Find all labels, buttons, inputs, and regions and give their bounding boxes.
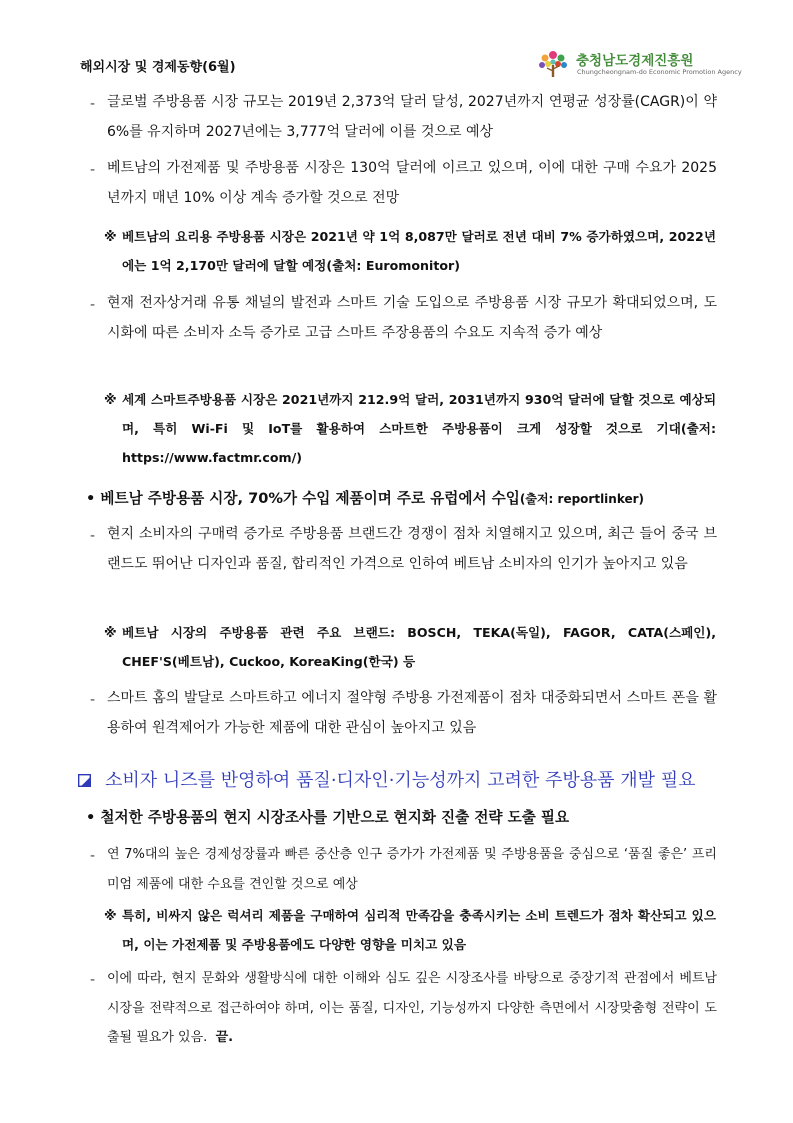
bullet-import-share-text: • 베트남 주방용품 시장, 70%가 수입 제품이며 주로 유럽에서 수입 xyxy=(86,490,520,507)
paragraph-brand-competition: 현지 소비자의 구매력 증가로 주방용품 브랜드간 경쟁이 점차 치열해지고 있으며, 최근 들어 중국 브랜드도 뛰어난 디자인과 품질, 합리적인 가격으로 인하여 베트남 소비자의 인기가 높아지고 있음 xyxy=(107,526,717,572)
paragraph-strategy xyxy=(107,964,717,1053)
dash-marker: - xyxy=(90,96,96,112)
reference-mark: ※ xyxy=(104,393,117,408)
logo-agency-name: 충청남도경제진흥원 xyxy=(576,53,694,69)
reference-mark: ※ xyxy=(104,626,117,641)
dash-marker: - xyxy=(90,972,96,988)
paragraph-ecommerce: 현재 전자상거래 유통 채널의 발전과 스마트 기술 도입으로 주방용품 시장 규모가 확대되었으며, 도시화에 따른 소비자 소득 증가로 고급 스마트 주장용품의 수요도 지속적 증가 예상 xyxy=(107,295,717,341)
section-heading xyxy=(78,766,696,792)
reference-mark: ※ xyxy=(104,230,117,245)
paragraph-vietnam-market: 베트남의 가전제품 및 주방용품 시장은 130억 달러에 이르고 있으며, 이에 대한 구매 수요가 2025년까지 매년 10% 이상 계속 증가할 것으로 전망 xyxy=(107,160,717,206)
note-smart-kitchen: 세계 스마트주방용품 시장은 2021년까지 212.9억 달러, 2031년까지 930억 달러에 달할 것으로 예상되며, 특히 Wi-Fi 및 IoT를 활용하여 스마트한 주방용품이 크게 성장할 것으로 기대(출저: https://www.factmr.com/) xyxy=(122,392,716,465)
bullet-import-share xyxy=(86,487,726,508)
reference-mark: ※ xyxy=(104,909,117,924)
dash-marker: - xyxy=(90,297,96,313)
paragraph-global-market: 글로벌 주방용품 시장 규모는 2019년 2,373억 달러 달성, 2027년까지 연평균 성장률(CAGR)이 약 6%를 유지하며 2027년에는 3,777억 달러에 이를 것으로 예상 xyxy=(107,94,717,140)
dash-marker: - xyxy=(90,162,96,178)
bullet-import-source: (출저: reportlinker) xyxy=(519,492,645,506)
dash-marker: - xyxy=(90,848,96,864)
paragraph-growth-demand: 연 7%대의 높은 경제성장률과 빠른 중산층 인구 증가가 가전제품 및 주방용품을 중심으로 ‘품질 좋은’ 프리미엄 제품에 대한 수요를 견인할 것으로 예상 xyxy=(107,847,717,892)
paragraph-smart-home: 스마트 홈의 발달로 스마트하고 에너지 절약형 주방용 가전제품이 점차 대중화되면서 스마트 폰을 활용하여 원격제어가 가능한 제품에 대한 관심이 높아지고 있음 xyxy=(107,690,717,736)
note-cookware-market: 베트남의 요리용 주방용품 시장은 2021년 약 1억 8,087만 달러로 전년 대비 7% 증가하였으며, 2022년에는 1억 2,170만 달러에 달할 예정(출처: Euromonitor) xyxy=(122,229,716,273)
bullet-localization: • 철저한 주방용품의 현지 시장조사를 기반으로 현지화 진출 전략 도출 필요 xyxy=(86,809,570,826)
dash-marker: - xyxy=(90,692,96,708)
note-luxury-trend: 특히, 비싸지 않은 럭셔리 제품을 구매하여 심리적 만족감을 충족시키는 소비 트렌드가 점차 확산되고 있으며, 이는 가전제품 및 주방용품에도 다양한 영향을 미치고 있음 xyxy=(122,908,716,952)
paragraph-strategy-text: 이에 따라, 현지 문화와 생활방식에 대한 이해와 심도 깊은 시장조사를 바탕으로 중장기적 관점에서 베트남 시장을 전략적으로 접근하여야 하며, 이는 품질, 디자인, 기능성까지 다양한 측면에서 시장맞춤형 전략이 도출될 필요가 있음. xyxy=(107,971,717,1046)
logo-agency-subtitle: Chungcheongnam-do Economic Promotion Agency xyxy=(577,68,742,76)
end-mark: 끝. xyxy=(215,1030,234,1046)
dash-marker: - xyxy=(90,528,96,544)
section-square-icon xyxy=(78,774,91,787)
section-heading-text: 소비자 니즈를 반영하여 품질·디자인·기능성까지 고려한 주방용품 개발 필요 xyxy=(105,770,696,791)
page-header-title: 해외시장 및 경제동향(6월) xyxy=(80,60,236,75)
note-major-brands: 베트남 시장의 주방용품 관련 주요 브랜드: BOSCH, TEKA(독일), FAGOR, CATA(스페인), CHEF'S(베트남), Cuckoo, KoreaKing(한국) 등 xyxy=(122,625,716,669)
